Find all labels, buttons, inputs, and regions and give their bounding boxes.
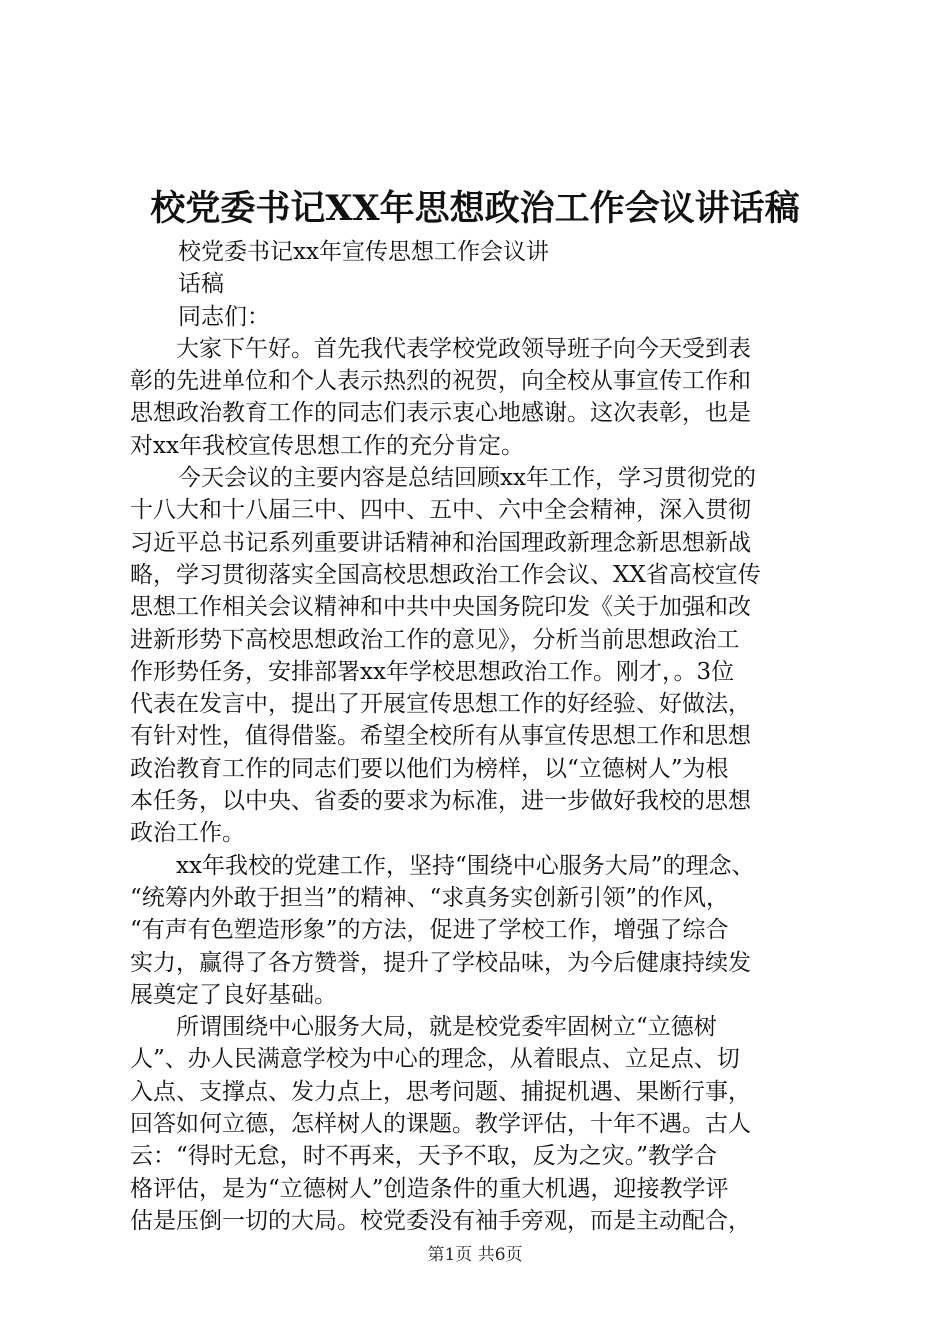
- text-line: 估是压倒一切的大局。校党委没有袖手旁观，而是主动配合，: [130, 1207, 751, 1234]
- text-line: 校党委书记xx年宣传思想工作会议讲: [178, 239, 549, 265]
- text-line: 有针对性，值得借鉴。希望全校所有从事宣传思想工作和思想: [130, 723, 751, 750]
- document-title: 校党委书记XX年思想政治工作会议讲话稿: [150, 188, 800, 229]
- text-line: 对xx年我校宣传思想工作的充分肯定。: [130, 432, 524, 459]
- text-line: 代表在发言中，提出了开展宣传思想工作的好经验、好做法，: [130, 691, 751, 718]
- text-line: 政治教育工作的同志们要以他们为榜样，以“立德树人”为根: [130, 755, 729, 782]
- text-line: 彰的先进单位和个人表示热烈的祝贺，向全校从事宣传工作和: [130, 368, 751, 395]
- text-line: 作形势任务，安排部署xx年学校思想政治工作。刚才，。3位: [130, 658, 735, 685]
- text-line: 大家下午好。首先我代表学校党政领导班子向今天受到表: [176, 335, 751, 362]
- text-line: 进新形势下高校思想政治工作的意见》，分析当前思想政治工: [130, 626, 740, 653]
- text-line: 思想工作相关会议精神和中共中央国务院印发《关于加强和改: [130, 594, 751, 621]
- text-line: 十八大和十八届三中、四中、五中、六中全会精神，深入贯彻: [130, 497, 751, 524]
- text-line: 云：“得时无怠，时不再来，天予不取，反为之灾。”教学合: [130, 1143, 718, 1170]
- text-line: 今天会议的主要内容是总结回顾xx年工作，学习贯彻党的: [178, 465, 756, 492]
- text-line: 所谓围绕中心服务大局，就是校党委牢固树立“立德树: [176, 1014, 717, 1041]
- page-footer: 第1页 共6页: [427, 1245, 523, 1265]
- text-line: 略，学习贯彻落实全国高校思想政治工作会议、XX省高校宣传: [130, 561, 761, 588]
- text-line: 展奠定了良好基础。: [130, 981, 337, 1008]
- text-line: 话稿: [178, 271, 224, 298]
- text-line: 回答如何立德，怎样树人的课题。教学评估，十年不遇。古人: [130, 1111, 751, 1138]
- text-line: xx年我校的党建工作，坚持“围绕中心服务大局”的理念、: [176, 852, 755, 879]
- text-line: 同志们：: [178, 303, 270, 330]
- document-body: [130, 236, 830, 1237]
- text-line: 格评估，是为“立德树人”创造条件的重大机遇，迎接教学评: [130, 1175, 729, 1202]
- text-line: “统筹内外敢于担当”的精神、“求真务实创新引领”的作风，: [130, 884, 730, 911]
- text-line: 本任务，以中央、省委的要求为标准，进一步做好我校的思想: [130, 788, 751, 815]
- text-line: 习近平总书记系列重要讲话精神和治国理政新理念新思想新战: [130, 529, 751, 556]
- text-line: “有声有色塑造形象”的方法，促进了学校工作，增强了综合: [130, 917, 729, 944]
- text-line: 政治工作。: [130, 820, 245, 847]
- text-line: 思想政治教育工作的同志们表示衷心地感谢。这次表彰，也是: [130, 400, 751, 427]
- text-line: 人”、办人民满意学校为中心的理念，从着眼点、立足点、切: [130, 1046, 740, 1073]
- text-line: 入点、支撑点、发力点上，思考问题、捕捉机遇、果断行事，: [130, 1078, 751, 1105]
- text-line: 实力，赢得了各方赞誉，提升了学校品味，为今后健康持续发: [130, 949, 751, 976]
